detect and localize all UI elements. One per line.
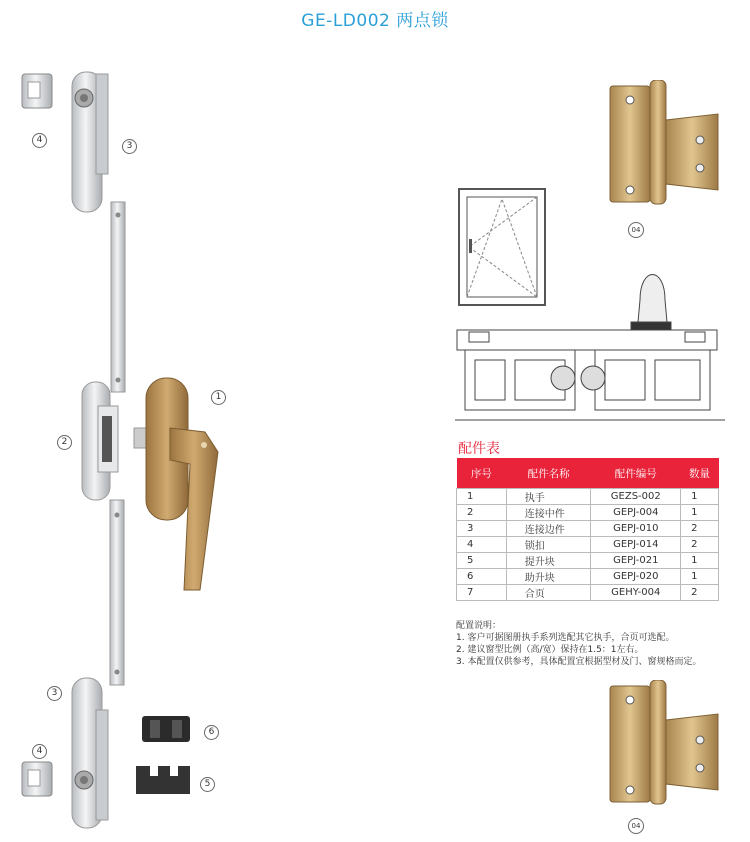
- cell-no: 5: [457, 553, 507, 569]
- cell-name: 助升块: [506, 569, 591, 585]
- table-row: [457, 521, 719, 537]
- cell-code: GEPJ-010: [591, 521, 681, 537]
- keeper-top: [22, 74, 52, 108]
- cell-name: 锁扣: [506, 537, 591, 553]
- hinge-top: [606, 80, 726, 210]
- callout-2: 2: [57, 435, 72, 450]
- cell-no: 2: [457, 505, 507, 521]
- rod-lower: [110, 500, 124, 685]
- header-code: 配件编号: [591, 458, 681, 489]
- parts-table-header: [457, 458, 719, 489]
- window-handle: [146, 378, 218, 590]
- table-row: [457, 489, 719, 505]
- cell-code: GEPJ-014: [591, 537, 681, 553]
- cell-no: 1: [457, 489, 507, 505]
- cell-qty: 2: [681, 537, 719, 553]
- keeper-bottom: [22, 762, 52, 796]
- cell-code: GEPJ-021: [591, 553, 681, 569]
- header-qty: 数量: [681, 458, 719, 489]
- hardware-illustration: [0, 60, 230, 840]
- callout-4-bottom: 4: [32, 744, 47, 759]
- hinge-label-top: 04: [628, 222, 644, 238]
- cell-code: GEZS-002: [591, 489, 681, 505]
- header-no: 序号: [457, 458, 507, 489]
- cell-name: 合页: [506, 585, 591, 601]
- cell-code: GEPJ-004: [591, 505, 681, 521]
- cell-qty: 1: [681, 553, 719, 569]
- note-item: 1. 客户可据图册执手系列选配其它执手，合页可选配。: [456, 633, 675, 643]
- cell-name: 连接中件: [506, 505, 591, 521]
- callout-3-top: 3: [122, 139, 137, 154]
- parts-table-title: 配件表: [458, 441, 500, 457]
- cell-code: GEPJ-020: [591, 569, 681, 585]
- cell-name: 执手: [506, 489, 591, 505]
- cell-name: 连接边件: [506, 521, 591, 537]
- callout-4-top: 4: [32, 133, 47, 148]
- table-row: [457, 553, 719, 569]
- notes-heading: 配置说明：: [456, 621, 502, 631]
- cell-name: 提升块: [506, 553, 591, 569]
- callout-6: 6: [204, 725, 219, 740]
- profile-section: [455, 260, 725, 430]
- configuration-notes: [456, 620, 701, 668]
- cell-no: 4: [457, 537, 507, 553]
- table-row: [457, 585, 719, 601]
- cell-qty: 2: [681, 585, 719, 601]
- lift-block: [136, 766, 190, 794]
- connector-edge-top: [72, 72, 108, 212]
- cell-code: GEHY-004: [591, 585, 681, 601]
- table-row: [457, 505, 719, 521]
- hinge-label-bottom: 04: [628, 818, 644, 834]
- parts-table: [456, 458, 719, 601]
- cell-qty: 2: [681, 521, 719, 537]
- page-title: GE-LD002 两点锁: [301, 11, 449, 31]
- table-row: [457, 569, 719, 585]
- cell-qty: 1: [681, 505, 719, 521]
- cell-no: 7: [457, 585, 507, 601]
- callout-5: 5: [200, 777, 215, 792]
- hinge-bottom: [606, 680, 726, 810]
- cell-qty: 1: [681, 489, 719, 505]
- header-name: 配件名称: [506, 458, 591, 489]
- cell-no: 6: [457, 569, 507, 585]
- rod-upper: [111, 202, 125, 392]
- note-item: 3. 本配置仅供参考，具体配置宜根据型材及门、窗规格而定。: [456, 657, 702, 667]
- connector-edge-bottom: [72, 678, 108, 828]
- callout-3-bottom: 3: [47, 686, 62, 701]
- assist-block: [142, 716, 190, 742]
- table-row: [457, 537, 719, 553]
- cell-no: 3: [457, 521, 507, 537]
- cell-qty: 1: [681, 569, 719, 585]
- callout-1: 1: [211, 390, 226, 405]
- connector-middle: [82, 382, 146, 500]
- note-item: 2. 建议窗型比例（高/宽）保持在1.5：1左右。: [456, 645, 644, 655]
